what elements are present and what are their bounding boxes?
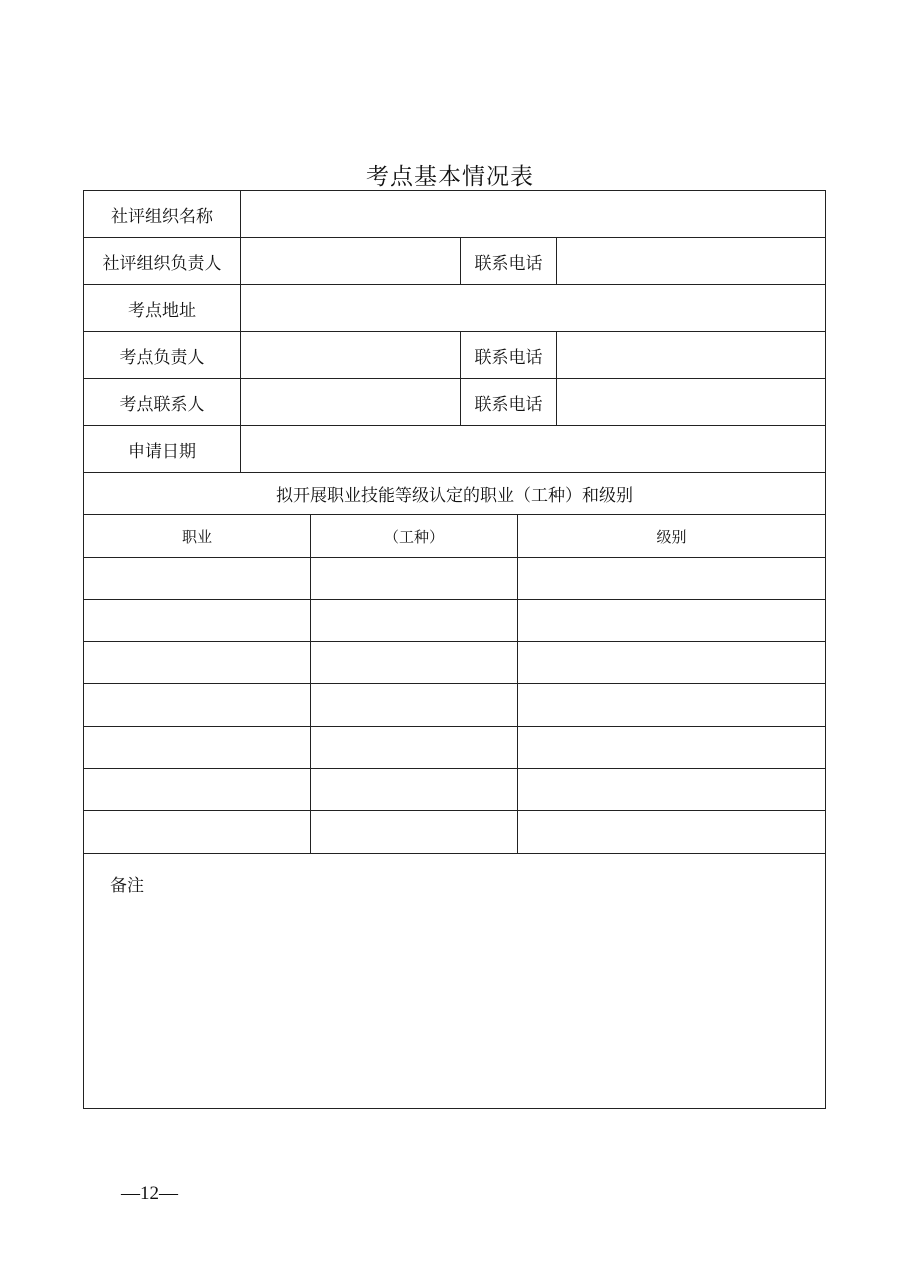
- occupation-cell[interactable]: [84, 684, 310, 726]
- level-cell[interactable]: [518, 811, 825, 853]
- table-row: [84, 600, 825, 641]
- job-type-cell[interactable]: [311, 558, 517, 599]
- occupation-cell[interactable]: [84, 642, 310, 683]
- site-address-field[interactable]: [241, 285, 825, 331]
- apply-date-label: 申请日期: [128, 441, 196, 462]
- table-row: [84, 769, 825, 810]
- site-contact-phone-label: 联系电话: [474, 394, 543, 415]
- table-row: [84, 558, 825, 599]
- org-phone-field[interactable]: [557, 238, 825, 284]
- job-type-cell[interactable]: [311, 642, 517, 683]
- level-cell[interactable]: [518, 684, 825, 726]
- job-type-cell[interactable]: [311, 600, 517, 641]
- table-row: [84, 811, 825, 853]
- table-row: [84, 727, 825, 768]
- site-lead-field[interactable]: [241, 332, 460, 378]
- page-number: —12—: [121, 1183, 178, 1204]
- site-contact-phone-field[interactable]: [557, 379, 825, 425]
- site-contact-field[interactable]: [241, 379, 460, 425]
- form-title: 考点基本情况表: [366, 164, 534, 190]
- level-cell[interactable]: [518, 642, 825, 683]
- column-header-level: 级别: [656, 527, 687, 546]
- occupation-cell[interactable]: [84, 558, 310, 599]
- column-header-job-type: （工种）: [383, 527, 444, 546]
- job-type-cell[interactable]: [311, 769, 517, 810]
- org-lead-label: 社评组织负责人: [102, 253, 222, 274]
- remarks-field[interactable]: [84, 854, 825, 1108]
- org-name-label: 社评组织名称: [111, 206, 213, 227]
- site-lead-phone-field[interactable]: [557, 332, 825, 378]
- occupations-heading: 拟开展职业技能等级认定的职业（工种）和级别: [276, 486, 633, 506]
- occupation-cell[interactable]: [84, 600, 310, 641]
- occupation-cell[interactable]: [84, 727, 310, 768]
- occupation-cell[interactable]: [84, 769, 310, 810]
- org-phone-label: 联系电话: [474, 253, 543, 274]
- table-row: [84, 684, 825, 726]
- site-lead-phone-label: 联系电话: [474, 347, 543, 368]
- apply-date-field[interactable]: [241, 426, 825, 472]
- job-type-cell[interactable]: [311, 727, 517, 768]
- level-cell[interactable]: [518, 600, 825, 641]
- org-lead-field[interactable]: [241, 238, 460, 284]
- org-name-field[interactable]: [241, 191, 825, 237]
- site-contact-label: 考点联系人: [119, 394, 205, 415]
- site-lead-label: 考点负责人: [119, 347, 205, 368]
- column-header-occupation: 职业: [181, 527, 212, 546]
- remarks-label: 备注: [110, 876, 144, 896]
- job-type-cell[interactable]: [311, 811, 517, 853]
- level-cell[interactable]: [518, 727, 825, 768]
- table-row: [84, 642, 825, 683]
- level-cell[interactable]: [518, 769, 825, 810]
- site-address-label: 考点地址: [128, 300, 196, 321]
- job-type-cell[interactable]: [311, 684, 517, 726]
- level-cell[interactable]: [518, 558, 825, 599]
- occupation-cell[interactable]: [84, 811, 310, 853]
